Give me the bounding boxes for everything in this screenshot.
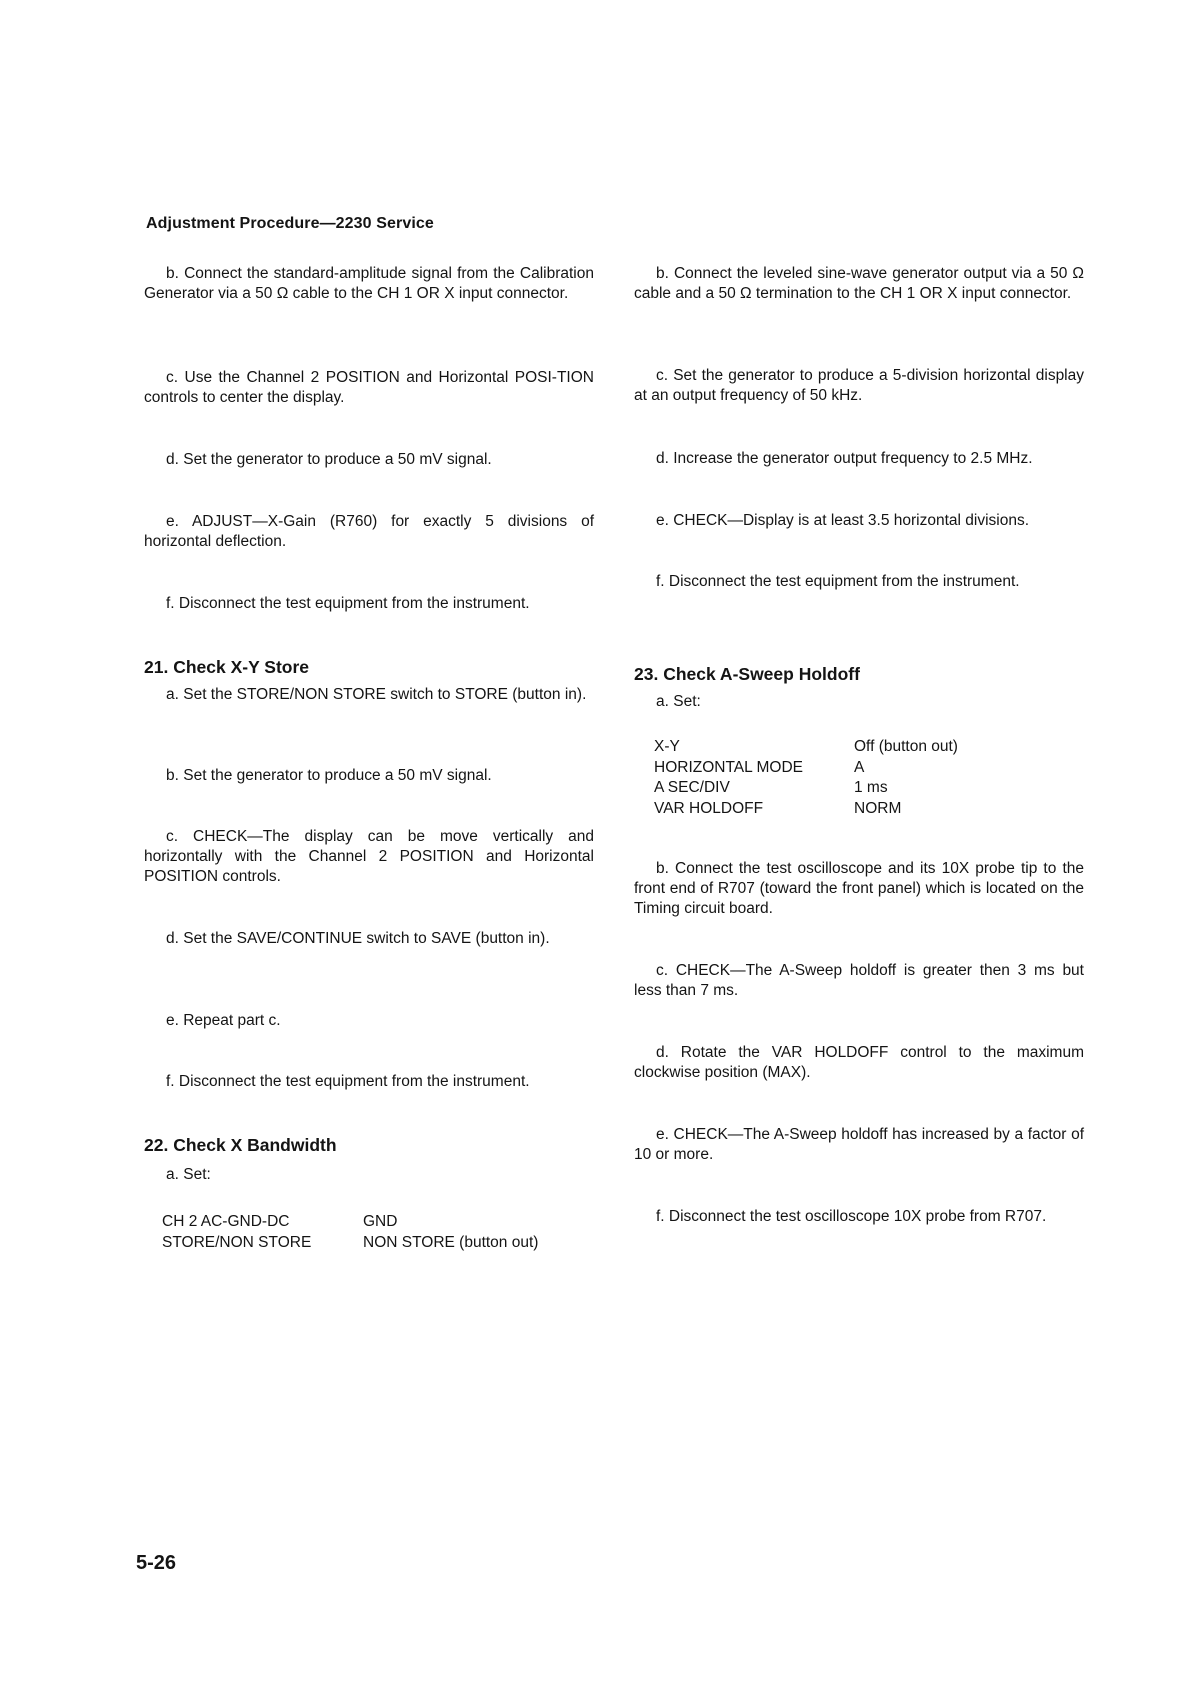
setting-name: VAR HOLDOFF [654,799,764,817]
setting-row [654,737,1074,758]
step-check-display: e. CHECK—Display is at least 3.5 horizontal divisions. [656,512,1030,529]
setting-value: Off (button out) [854,738,958,755]
setting-value: 1 ms [854,779,888,796]
section-23-settings [654,737,1074,819]
step-21d: d. Set the SAVE/CONTINUE switch to SAVE (button in). [166,930,550,947]
setting-value: GND [363,1213,398,1230]
setting-name: HORIZONTAL MODE [654,758,803,776]
section-23-heading: 23. Check A-Sweep Holdoff [634,664,860,684]
setting-row [162,1233,582,1254]
step-23f: f. Disconnect the test oscilloscope 10X probe from R707. [656,1208,1047,1225]
section-23-set-label: a. Set: [656,693,701,710]
step-disconnect: f. Disconnect the test equipment from the instrument. [656,573,1020,590]
step-21b: b. Set the generator to produce a 50 mV signal. [166,767,492,784]
section-22-set-label: a. Set: [166,1166,211,1183]
setting-row [162,1212,582,1233]
section-22-settings [162,1212,582,1253]
step-disconnect: f. Disconnect the test equipment from the instrument. [166,595,530,612]
setting-name: CH 2 AC-GND-DC [162,1213,290,1230]
step-center-display: c. Use the Channel 2 POSITION and Horizontal POSI-TION controls to center the display. [144,369,594,406]
step-set-generator: d. Set the generator to produce a 50 mV signal. [166,451,492,468]
step-23b: b. Connect the test oscilloscope and its 10X probe tip to the front end of R707 (toward the front panel) which is located on the Timing circuit board. [634,860,1084,917]
setting-value: A [854,758,865,776]
setting-value: NON STORE (button out) [363,1233,539,1251]
step-21e: e. Repeat part c. [166,1012,281,1029]
step-increase-frequency: d. Increase the generator output frequency to 2.5 MHz. [656,450,1033,467]
step-connect-calibration: b. Connect the standard-amplitude signal from the Calibration Generator via a 50 Ω cable to the CH 1 OR X input connector. [144,265,594,302]
step-23c: c. CHECK—The A-Sweep holdoff is greater then 3 ms but less than 7 ms. [634,962,1084,999]
section-22-heading: 22. Check X Bandwidth [144,1135,337,1155]
step-23e: e. CHECK—The A-Sweep holdoff has increased by a factor of 10 or more. [634,1126,1084,1163]
section-21-heading: 21. Check X-Y Store [144,657,310,677]
step-connect-sine-generator: b. Connect the leveled sine-wave generator output via a 50 Ω cable and a 50 Ω termination to the CH 1 OR X input connector. [634,265,1084,302]
step-set-5-division: c. Set the generator to produce a 5-division horizontal display at an output frequency of 50 kHz. [634,367,1084,404]
setting-row [654,758,1074,779]
page-number: 5-26 [136,1552,177,1574]
setting-name: A SEC/DIV [654,779,730,796]
setting-row [654,778,1074,799]
step-23d: d. Rotate the VAR HOLDOFF control to the maximum clockwise position (MAX). [634,1044,1084,1081]
step-21c: c. CHECK—The display can be move vertically and horizontally with the Channel 2 POSITION and Horizontal POSITION controls. [144,828,594,885]
setting-row [654,799,1074,820]
step-21f: f. Disconnect the test equipment from the instrument. [166,1073,530,1090]
step-adjust-x-gain: e. ADJUST—X-Gain (R760) for exactly 5 divisions of horizontal deflection. [144,513,594,550]
page-header: Adjustment Procedure—2230 Service [146,215,434,232]
setting-name: X-Y [654,738,680,755]
step-21a: a. Set the STORE/NON STORE switch to STORE (button in). [166,686,587,703]
setting-name: STORE/NON STORE [162,1233,312,1251]
setting-value: NORM [854,799,902,817]
